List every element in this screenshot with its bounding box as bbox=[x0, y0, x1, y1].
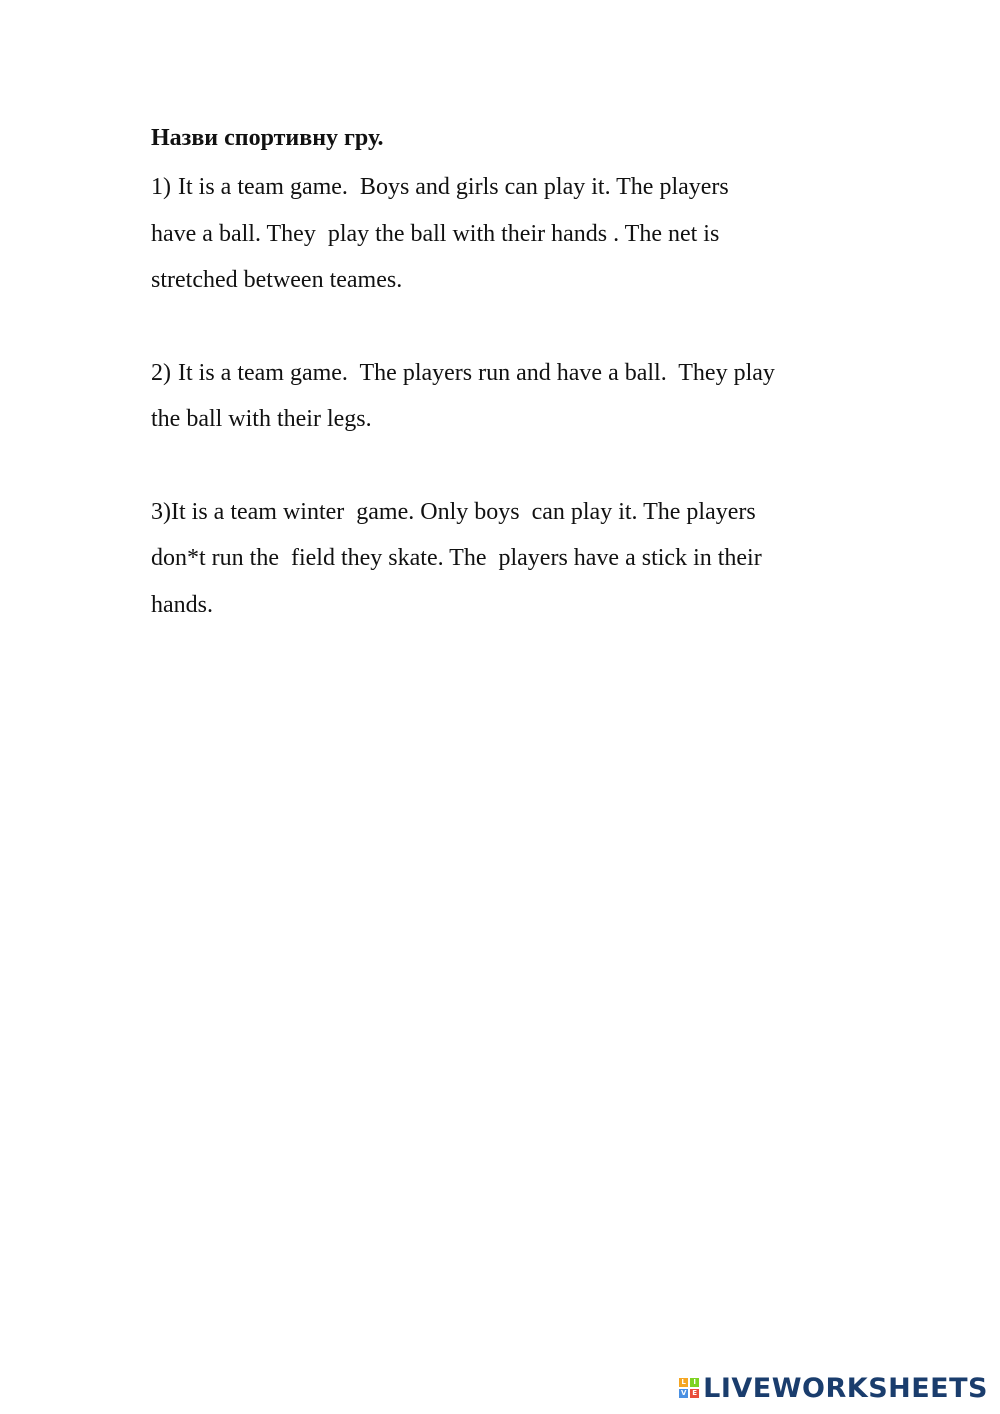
question-2-line-1 bbox=[151, 350, 871, 397]
question-2-line-1-text: It is a team game. The players run and have a ball. They play bbox=[178, 359, 775, 386]
question-3-line-2: don*t run the field they skate. The players have a stick in their bbox=[151, 545, 762, 571]
logo-text: LIVEWORKSHEETS bbox=[703, 1372, 988, 1404]
question-1-line-1-text: It is a team game. Boys and girls can play it. The players bbox=[178, 174, 729, 200]
question-3-line-1-text: It is a team winter game. Only boys can play it. The players bbox=[171, 498, 756, 525]
liveworksheets-logo bbox=[679, 1370, 988, 1406]
question-1-line-2: have a ball. They play the ball with their hands . The net is bbox=[151, 220, 720, 247]
question-3-line-3: hands. bbox=[151, 591, 213, 618]
logo-letter-l: L bbox=[679, 1378, 688, 1387]
question-2-line-2: the ball with their legs. bbox=[151, 406, 372, 432]
question-1-number: 1) bbox=[151, 174, 171, 200]
question-3-line-1 bbox=[151, 489, 871, 536]
question-2 bbox=[151, 350, 871, 443]
question-1-line-3: stretched between teames. bbox=[151, 267, 403, 293]
worksheet-title: Назви спортивну гру. bbox=[151, 125, 384, 151]
logo-letter-e: E bbox=[690, 1389, 699, 1398]
logo-letter-v: V bbox=[680, 1389, 687, 1397]
question-3-number: 3) bbox=[151, 498, 171, 525]
question-2-number: 2) bbox=[151, 359, 171, 386]
logo-grid-icon bbox=[679, 1378, 699, 1398]
question-1 bbox=[151, 164, 871, 304]
logo-letter-i: I bbox=[690, 1378, 699, 1387]
question-1-line-1 bbox=[151, 164, 871, 211]
worksheet-content bbox=[151, 118, 871, 628]
question-3 bbox=[151, 489, 871, 629]
